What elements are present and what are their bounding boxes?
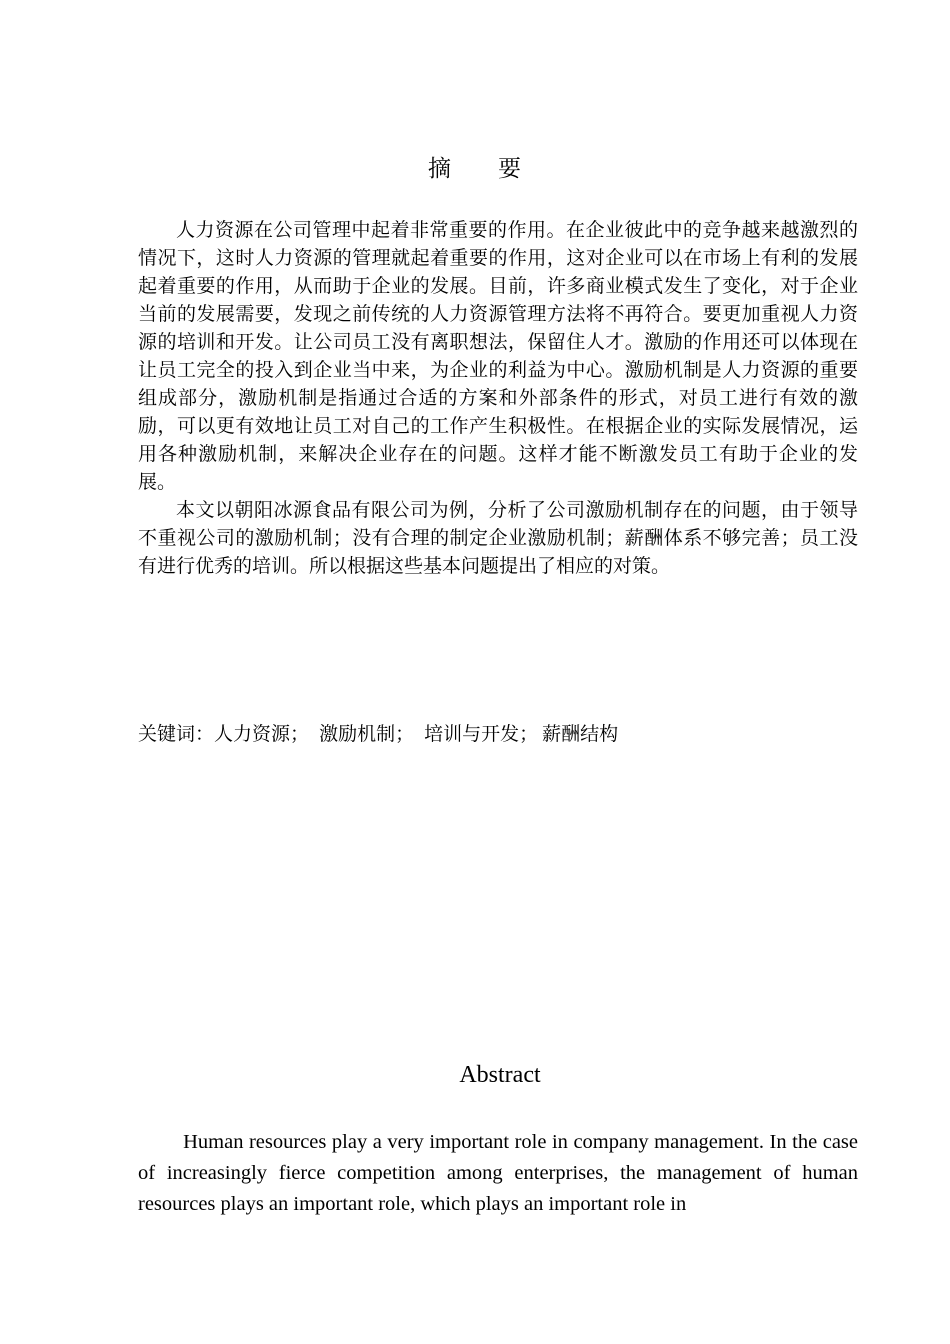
keywords-label: 关键词： [138, 723, 215, 745]
chinese-abstract-title [0, 154, 950, 184]
chinese-title-part-2: 要 [498, 156, 522, 182]
chinese-paragraph-1: 人力资源在公司管理中起着非常重要的作用。在企业彼此中的竞争越来越激烈的情况下，这时人力资源的管理就起着重要的作用，这对企业可以在市场上有利的发展起着重要的作用，从而助于企业的发展。目前，许多商业模式发生了变化，对于企业当前的发展需要，发现之前传统的人力资源管理方法将不再符合。要更加重视人力资源的培训和开发。让公司员工没有离职想法，保留住人才。激励的作用还可以体现在让员工完全的投入到企业当中来，为企业的利益为中心。激励机制是人力资源的重要组成部分，激励机制是指通过合适的方案和外部条件的形式，对员工进行有效的激励，可以更有效地让员工对自己的工作产生积极性。在根据企业的实际发展情况，运用各种激励机制，来解决企业存在的问题。这样才能不断激发员工有助于企业的发展。 [138, 219, 858, 493]
keywords-line [138, 720, 858, 748]
chinese-abstract-body [138, 216, 858, 580]
keyword-item: 激励机制； [319, 723, 415, 745]
english-abstract-title: Abstract [459, 1062, 541, 1088]
english-paragraph-1: Human resources play a very important role in company management. In the case of increasingly fierce competition among enterprises, the management of human resources plays an important role, which plays an important role in [138, 1131, 858, 1215]
keyword-item: 人力资源； [214, 723, 310, 745]
english-abstract-body [138, 1127, 858, 1220]
keyword-item: 薪酬结构 [542, 723, 619, 745]
chinese-paragraph-2: 本文以朝阳冰源食品有限公司为例，分析了公司激励机制存在的问题，由于领导不重视公司的激励机制；没有合理的制定企业激励机制；薪酬体系不够完善；员工没有进行优秀的培训。所以根据这些基本问题提出了相应的对策。 [138, 499, 858, 577]
chinese-title-part-1: 摘 [428, 156, 452, 182]
keyword-item: 培训与开发； [424, 723, 539, 745]
